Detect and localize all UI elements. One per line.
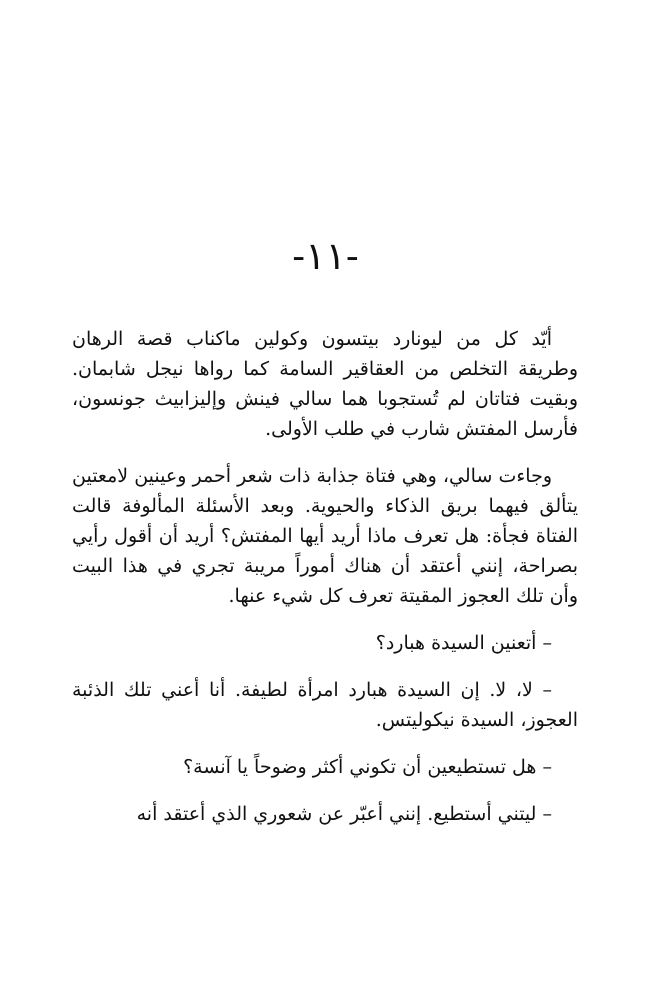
page-body	[72, 324, 578, 846]
chapter-number: -١١-	[292, 234, 359, 278]
dialogue-line-3: – هل تستطيعين أن تكوني أكثر وضوحاً يا آنسة؟	[183, 756, 552, 778]
dialogue-line-2: – لا، لا. إن السيدة هبارد امرأة لطيفة. أنا أعني تلك الذئبة العجوز، السيدة نيكوليتس.	[72, 679, 578, 731]
dialogue-line-1: – أتعنين السيدة هبارد؟	[375, 632, 552, 654]
paragraph-1: أيّد كل من ليونارد بيتسون وكولين ماكناب قصة الرهان وطريقة التخلص من العقاقير السامة كما رواها نيجل شابمان. وبقيت فتاتان لم تُستجوبا هما سالي فينش وإليزابيث جونسون، فأرسل المفتش شارب في طلب الأولى.	[72, 328, 578, 440]
dialogue-line-4: – ليتني أستطيع. إنني أعبّر عن شعوري الذي أعتقد أنه	[136, 803, 552, 825]
paragraph-2: وجاءت سالي، وهي فتاة جذابة ذات شعر أحمر وعينين لامعتين يتألق فيهما بريق الذكاء والحيوية. وبعد الأسئلة المألوفة قالت الفتاة فجأة: هل تعرف ماذا أريد أيها المفتش؟ أريد أن أقول رأيي بصراحة، إنني أعتقد أن هناك أموراً مريبة تجري في هذا البيت وأن تلك العجوز المقيتة تعرف كل شيء عنها.	[72, 465, 578, 607]
